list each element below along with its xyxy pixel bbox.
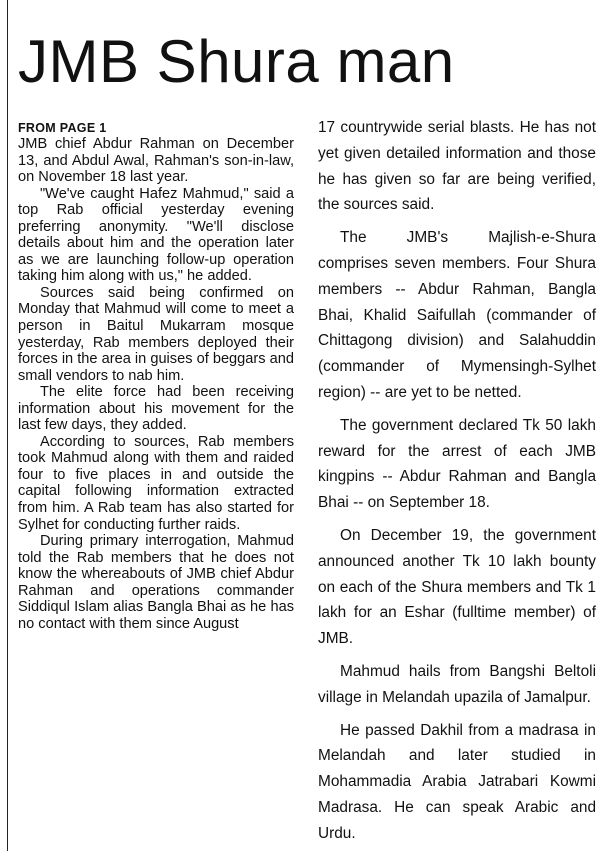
headline: JMB Shura man [18,28,455,95]
article-column-right [318,115,596,847]
paragraph: "We've caught Hafez Mahmud," said a top Rab official yesterday evening preferring anonymity. "We'll disclose details about him and the operation later as we are launching follow-up operation taking him along with us," he added. [18,185,294,285]
paragraph: The government declared Tk 50 lakh reward for the arrest of each JMB kingpins -- Abdur Rahman and Bangla Bhai -- on September 18. [318,416,596,512]
paragraph: According to sources, Rab members took Mahmud along with them and raided four to five places in and outside the capital following information extracted from him. A Rab team has also started for Sylhet for conducting further raids. [18,433,294,533]
article-column-left [18,115,294,632]
page-border-left [7,0,8,851]
paragraph: On December 19, the government announced another Tk 10 lakh bounty on each of the Shura members and Tk 1 lakh for an Eshar (fulltime member) of JMB. [318,526,596,648]
paragraph: Sources said being confirmed on Monday that Mahmud will come to meet a person in Baitul Mukarram mosque yesterday, Rab members deployed their forces in the area in guises of beggars and small vendors to nab him. [18,284,294,384]
paragraph: The elite force had been receiving information about his movement for the last few days, they added. [18,384,294,434]
paragraph: The JMB's Majlish-e-Shura comprises seven members. Four Shura members -- Abdur Rahman, Bangla Bhai, Khalid Saifullah (commander of Chittagong division) and Salahuddin (commander of Mymensingh-Sylhet region) -- are yet to be netted. [318,229,596,401]
continuation-kicker: FROM PAGE 1 [18,121,107,135]
paragraph: Mahmud hails from Bangshi Beltoli village in Melandah upazila of Jamalpur. [318,662,596,706]
paragraph: 17 countrywide serial blasts. He has not yet given detailed information and those he has given so far are being verified, the sources said. [318,119,596,214]
paragraph: During primary interrogation, Mahmud told the Rab members that he does not know the whereabouts of JMB chief Abdur Rahman and operations commander Siddiqul Islam alias Bangla Bhai as he has no contact with them since August [18,533,294,632]
paragraph: He passed Dakhil from a madrasa in Melandah and later studied in Mohammadia Arabia Jatrabari Kowmi Madrasa. He can speak Arabic and Urdu. [318,721,596,842]
paragraph: JMB chief Abdur Rahman on December 13, and Abdul Awal, Rahman's son-in-law, on November 18 last year. [18,136,294,186]
